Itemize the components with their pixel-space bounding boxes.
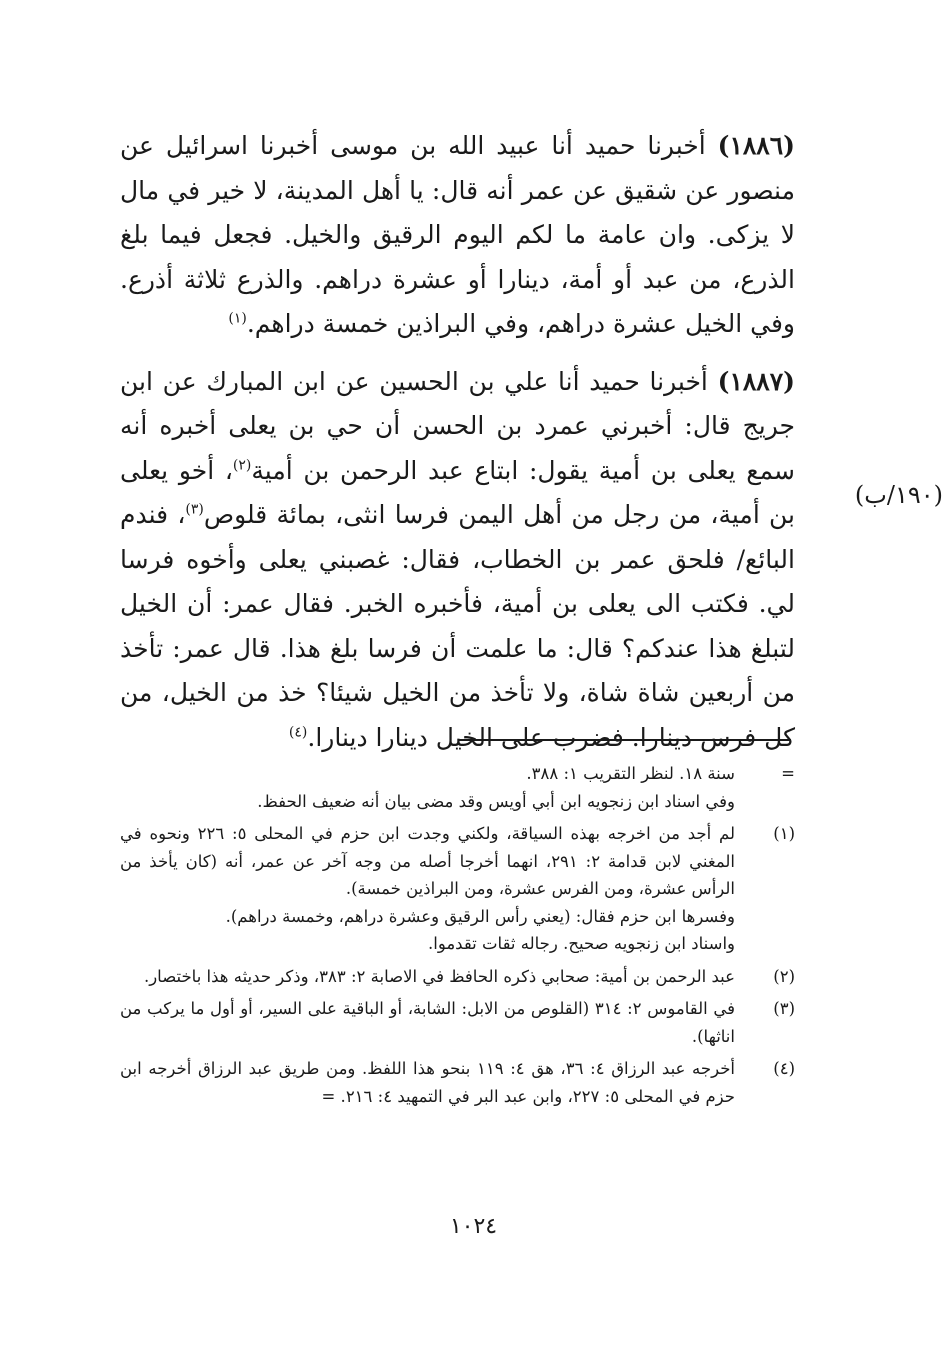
footnote-line: واسناد ابن زنجويه صحيح. رجاله ثقات تقدموا. <box>427 934 735 953</box>
hadith-text: ، أخو يعلى بن أمية، من رجل من أهل اليمن فرسا انثى، بمائة قلوص <box>120 455 795 529</box>
footnote-line: وفي اسناد ابن زنجويه ابن أبي أويس وقد مضى بيان أنه ضعيف الحفظ. <box>257 791 735 811</box>
footnote-line: أخرجه عبد الرزاق ٤: ٣٦، هق ٤: ١١٩ بنحو هذا اللفظ. ومن طريق عبد الرزاق أخرجه ابن حزم في المحلى ٥: ٢٢٧، وابن عبد البر في التمهيد ٤: ٢١٦. = <box>120 1059 735 1106</box>
hadith-1887 <box>120 360 795 761</box>
footnote-reference[interactable]: (٢) <box>232 457 252 474</box>
hadith-text: ، فندم البائع/ فلحق عمر بن الخطاب، فقال: غصبني يعلى وأخوه فرسا لي. فكتب الى يعلى بن أمية، فأخبره الخبر. فقال عمر: أن الخيل لتبلغ هذا عندكم؟ قال: ما علمت أن فرسا بلغ هذا. قال عمر: تأخذ من أربعين شاة شاة، ولا تأخذ من الخيل شيئا؟ خذ من الخيل، من كل فرس دينارا. فضرب على الخيل دينارا دينارا. <box>120 500 795 752</box>
footnote-reference[interactable]: (١) <box>228 310 247 327</box>
footnote-reference[interactable]: (٣) <box>185 501 204 518</box>
hadith-number: (١٨٨٦) <box>717 131 795 160</box>
footnote-body <box>120 963 735 991</box>
footnote-1 <box>120 820 795 958</box>
footnote-2 <box>120 963 795 991</box>
footnote-4 <box>120 1055 795 1110</box>
footnote-marker: (٤) <box>773 1059 795 1078</box>
footnote-line: عبد الرحمن بن أمية: صحابي ذكره الحافظ في الاصابة ٢: ٣٨٣، وذكر حديثه هذا باختصار. <box>143 966 735 986</box>
footnote-marker: (١) <box>773 824 795 843</box>
hadith-1886 <box>120 124 795 347</box>
footnote-body <box>120 1055 735 1110</box>
main-text <box>120 124 795 760</box>
footnote-body <box>120 995 735 1050</box>
footnote-marker: (٢) <box>773 966 795 986</box>
footnote-line: في القاموس ٢: ٣١٤ (القلوص من الابل: الشابة، أو الباقية على السير، أو أول ما يركب من اناثها). <box>120 999 735 1046</box>
hadith-number: (١٨٨٧) <box>717 366 795 396</box>
footnote-line: وفسرها ابن حزم فقال: (يعني رأس الرقيق وعشرة دراهم، وخمسة دراهم). <box>225 906 735 926</box>
footnote-reference[interactable]: (٤) <box>288 724 308 741</box>
footnote-marker: (٣) <box>773 999 795 1018</box>
page-number: ١٠٢٤ <box>449 1214 498 1239</box>
footnote-body <box>120 760 735 815</box>
manuscript-folio-marker: (۱۹۰/ب) <box>854 481 943 509</box>
footnote-continuation <box>120 760 795 815</box>
footnotes <box>120 760 795 1110</box>
hadith-text: أخبرنا حميد أنا عبيد الله بن موسى أخبرنا اسرائيل عن منصور عن شقيق عن عمر أنه قال: يا أهل المدينة، لا خير في مال لا يزكى. وان عامة ما لكم اليوم الرقيق والخيل. فجعل فيما بلغ الذرع، من عبد أو أمة، دينارا أو عشرة دراهم. والذرع ثلاثة أذرع. وفي الخيل عشرة دراهم، وفي البراذين خمسة دراهم. <box>120 131 795 338</box>
footnote-body <box>120 820 735 958</box>
footnote-line: لم أجد من اخرجه بهذه السياقة، ولكني وجدت ابن حزم في المحلى ٥: ٢٢٦ ونحوه في المغني لابن قدامة ٢: ٢٩١، انهما أخرجا أصله من وجه آخر عن عمر، أنه (كان يأخذ من الرأس عشرة، ومن الفرس عشرة، ومن البراذين خمسة). <box>120 824 735 898</box>
hadith-text: أخبرنا حميد أنا علي بن الحسين عن ابن المبارك عن ابن جريج قال: أخبرني عمرد بن الحسن أن حي بن يعلى أخبره أنه سمع يعلى بن أمية يقول: ابتاع عبد الرحمن بن أمية <box>120 366 795 485</box>
footnote-3 <box>120 995 795 1050</box>
footnote-marker: = <box>781 764 795 783</box>
footnote-separator <box>458 739 791 741</box>
footnote-line: سنة ١٨. لنظر التقريب ١: ٣٨٨. <box>526 764 735 783</box>
